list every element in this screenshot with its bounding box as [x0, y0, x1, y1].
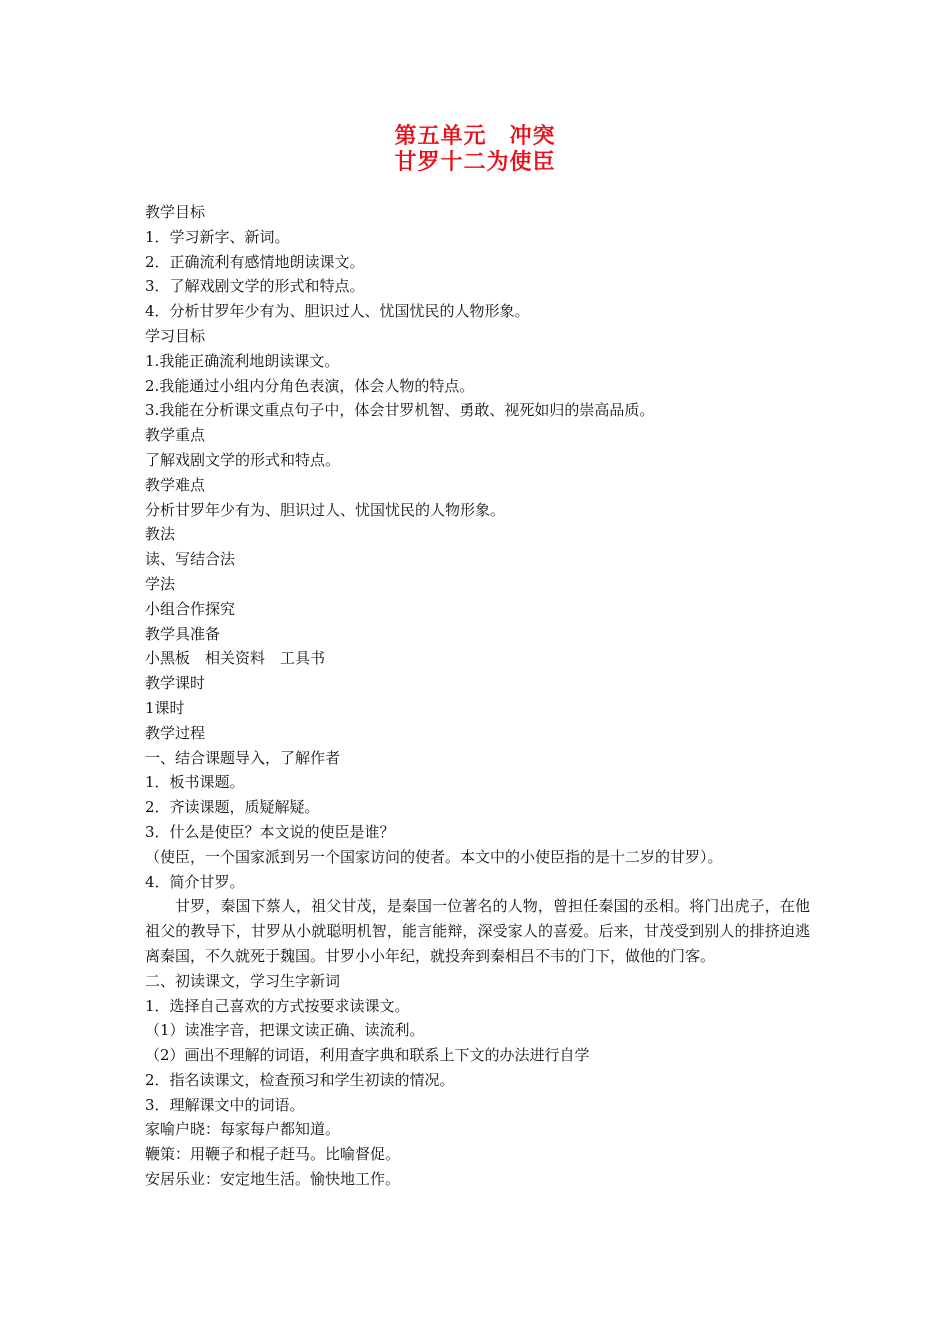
text-line: 1.我能正确流利地朗读课文。 — [145, 351, 340, 370]
vocab-definition: 家喻户晓：每家每户都知道。 — [145, 1120, 341, 1139]
section-heading: 教学具准备 — [145, 624, 221, 643]
text-line: 分析甘罗年少有为、胆识过人、忧国忧民的人物形象。 — [145, 500, 506, 519]
biography-paragraph: 甘罗，秦国下蔡人，祖父甘茂，是秦国一位著名的人物，曾担任秦国的丞相。将门出虎子，在他祖父的教导下，甘罗从小就聪明机智，能言能辩，深受家人的喜爱。后来，甘茂受到别人的排挤迫逃离秦国，不久就死于魏国。甘罗小小年纪，就投奔到秦相吕不韦的门下，做他的门客。 — [145, 897, 810, 965]
section-heading: 教学过程 — [145, 723, 206, 742]
text-line: 2．正确流利有感情地朗读课文。 — [145, 252, 365, 271]
vocab-definition: 安居乐业：安定地生活。愉快地工作。 — [145, 1170, 401, 1189]
text-line: 1．选择自己喜欢的方式按要求读课文。 — [145, 996, 410, 1015]
document-body — [145, 200, 810, 1192]
text-line: （1）读准字音，把课文读正确、读流利。 — [145, 1021, 425, 1040]
section-heading: 教法 — [145, 525, 176, 544]
section-heading: 教学课时 — [145, 674, 206, 693]
text-line: 1．学习新字、新词。 — [145, 227, 290, 246]
section-heading: 教学目标 — [145, 203, 206, 221]
text-line: 小黑板 相关资料 工具书 — [145, 649, 326, 668]
text-line: 2．指名读课文，检查预习和学生初读的情况。 — [145, 1070, 455, 1089]
text-line: 3．理解课文中的词语。 — [145, 1095, 305, 1114]
text-line: 3.我能在分析课文重点句子中，体会甘罗机智、勇敢、视死如归的崇高品质。 — [145, 401, 655, 420]
text-line: 读、写结合法 — [145, 550, 236, 569]
text-line: 3．了解戏剧文学的形式和特点。 — [145, 277, 365, 296]
unit-title: 第五单元 冲突 — [394, 123, 556, 149]
text-line: 1．板书课题。 — [145, 773, 245, 792]
vocab-definition: 鞭策：用鞭子和棍子赶马。比喻督促。 — [145, 1145, 401, 1164]
text-line: （2）画出不理解的词语，利用查字典和联系上下文的办法进行自学 — [145, 1046, 590, 1065]
section-heading: 学法 — [145, 574, 176, 593]
text-line: 了解戏剧文学的形式和特点。 — [145, 450, 341, 469]
section-heading: 学习目标 — [145, 326, 206, 345]
text-line: 二、初读课文，学习生字新词 — [145, 971, 341, 990]
text-line: 小组合作探究 — [145, 599, 236, 618]
text-line: 4．分析甘罗年少有为、胆识过人、忧国忧民的人物形象。 — [145, 302, 530, 321]
text-line: 3．什么是使臣？本文说的使臣是谁？ — [145, 822, 395, 841]
text-line: 1课时 — [145, 698, 185, 717]
lesson-title: 甘罗十二为使臣 — [394, 149, 556, 175]
section-heading: 教学难点 — [145, 475, 206, 494]
text-line: 2．齐读课题，质疑解疑。 — [145, 798, 320, 817]
text-line: 一、结合课题导入，了解作者 — [145, 748, 341, 767]
section-heading: 教学重点 — [145, 426, 206, 445]
text-line: 2.我能通过小组内分角色表演，体会人物的特点。 — [145, 376, 475, 395]
text-line: （使臣，一个国家派到另一个国家访问的使者。本文中的小使臣指的是十二岁的甘罗）。 — [145, 847, 723, 866]
text-line: 4．简介甘罗。 — [145, 872, 245, 891]
